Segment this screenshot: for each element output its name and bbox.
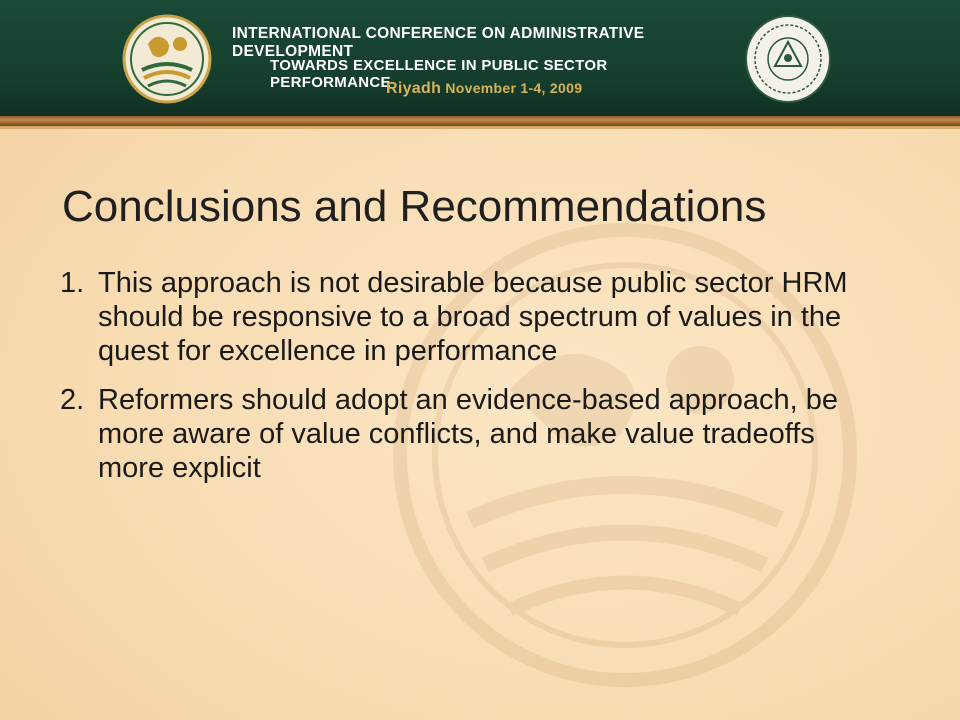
list-item-number: 1. (60, 267, 85, 299)
institute-seal-icon (744, 14, 832, 104)
header-band (0, 0, 960, 116)
list-item (60, 383, 880, 485)
list-item-text: This approach is not desirable because public sector HRM should be responsive to a broad spectrum of values in the quest for excellence in performance (98, 267, 848, 367)
list-item-text: Reformers should adopt an evidence-based approach, be more aware of value conflicts, and make value tradeoffs more explicit (98, 384, 838, 484)
list-item (60, 266, 880, 368)
conference-emblem-icon (122, 14, 212, 104)
conference-location-dates (386, 80, 706, 98)
header-divider-highlight (0, 126, 960, 129)
slide-title: Conclusions and Recommendations (62, 182, 767, 231)
conference-city: Riyadh (386, 80, 442, 97)
header-divider (0, 116, 960, 126)
conference-subtitle: TOWARDS EXCELLENCE IN PUBLIC SECTOR PERFORMANCE (270, 57, 608, 91)
recommendations-list (60, 266, 880, 500)
list-item-number: 2. (60, 384, 85, 416)
conference-dates: November 1-4, 2009 (445, 80, 583, 96)
conference-title: INTERNATIONAL CONFERENCE ON ADMINISTRATIVE DEVELOPMENT (232, 25, 645, 60)
